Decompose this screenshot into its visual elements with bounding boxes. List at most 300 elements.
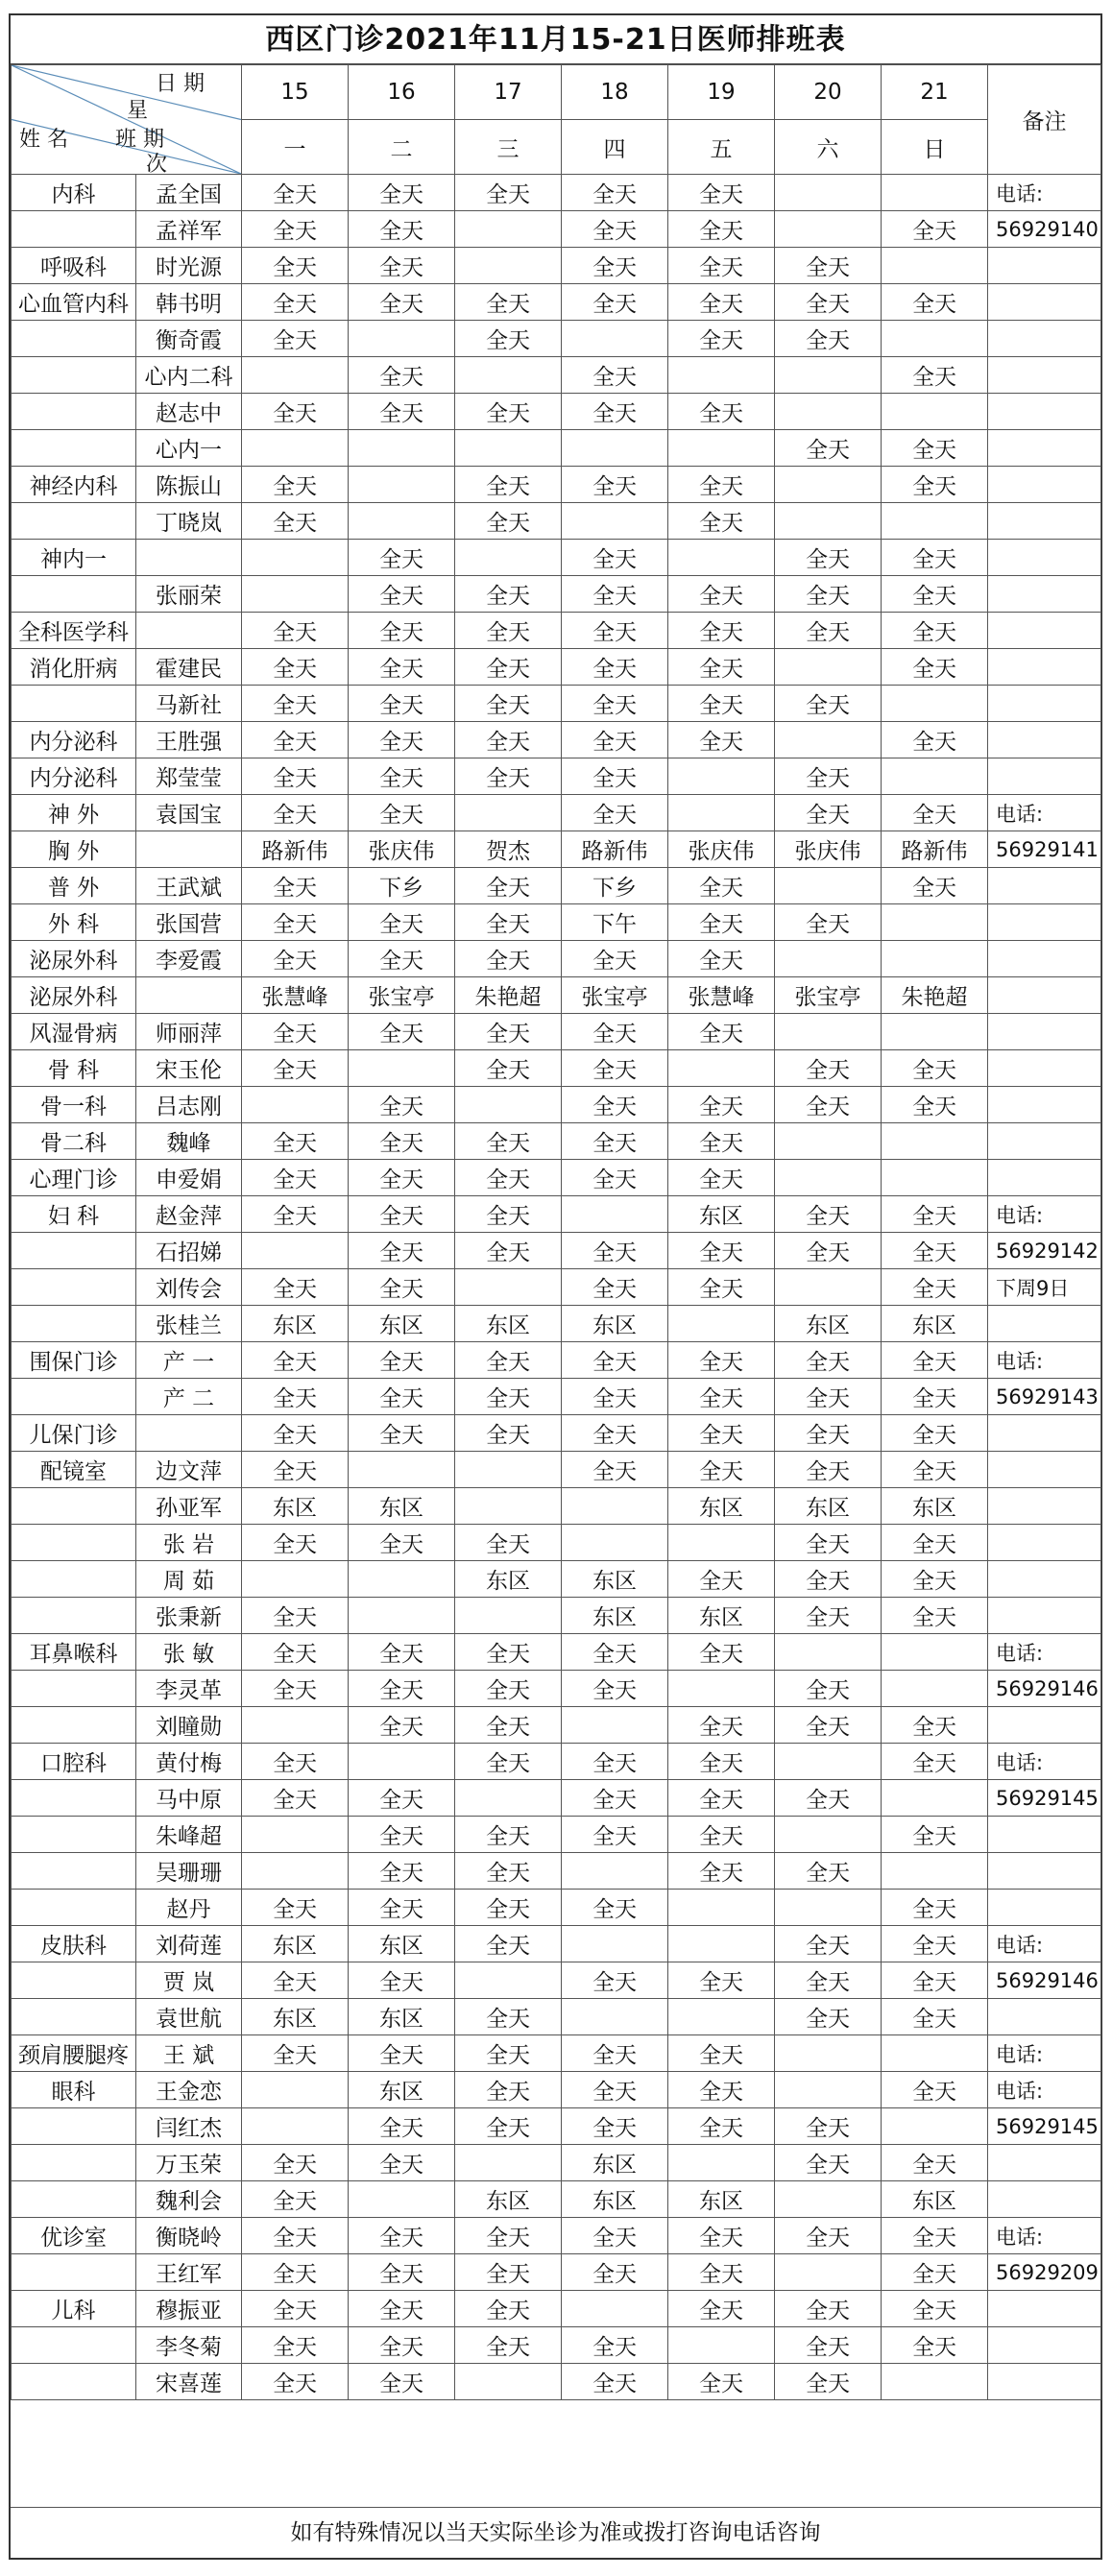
shift-cell: 全天	[882, 1342, 988, 1379]
shift-cell: 全天	[455, 613, 562, 649]
table-row	[12, 1014, 1101, 1050]
shift-cell: 全天	[562, 613, 668, 649]
table-row	[12, 1999, 1101, 2035]
shift-cell	[775, 1014, 882, 1050]
shift-cell	[668, 540, 775, 576]
shift-cell: 全天	[882, 1525, 988, 1561]
shift-cell	[668, 430, 775, 467]
table-row	[12, 795, 1101, 831]
table-row	[12, 1598, 1101, 1634]
shift-cell	[882, 686, 988, 722]
shift-cell: 全天	[242, 1160, 349, 1196]
shift-cell	[775, 2254, 882, 2291]
shift-cell: 全天	[668, 321, 775, 357]
shift-cell: 全天	[349, 649, 455, 686]
shift-cell: 全天	[242, 467, 349, 503]
doctor-name-cell: 赵丹	[136, 1890, 242, 1926]
shift-cell: 全天	[775, 1379, 882, 1415]
shift-cell: 全天	[775, 540, 882, 576]
remark-cell	[988, 613, 1101, 649]
table-row	[12, 1233, 1101, 1269]
corner-weekday-label: 星	[127, 99, 149, 123]
department-cell	[12, 2254, 136, 2291]
remark-cell: 电话:	[988, 795, 1101, 831]
shift-cell: 全天	[455, 1634, 562, 1671]
shift-cell	[775, 1890, 882, 1926]
shift-cell: 全天	[775, 284, 882, 321]
remark-cell	[988, 1598, 1101, 1634]
doctor-name-cell: 产 一	[136, 1342, 242, 1379]
remark-cell	[988, 503, 1101, 540]
doctor-name-cell: 王 斌	[136, 2035, 242, 2072]
department-cell: 风湿骨病	[12, 1014, 136, 1050]
shift-cell: 全天	[882, 2327, 988, 2364]
remark-cell: 电话:	[988, 2072, 1101, 2108]
shift-cell: 全天	[349, 1962, 455, 1999]
header-corner-cell	[12, 65, 242, 175]
page-title: 西区门诊2021年11月15-21日医师排班表	[11, 15, 1100, 64]
header-date: 18	[562, 65, 668, 120]
department-cell: 优诊室	[12, 2218, 136, 2254]
shift-cell: 全天	[562, 540, 668, 576]
doctor-name-cell: 周 茹	[136, 1561, 242, 1598]
doctor-name-cell: 贾 岚	[136, 1962, 242, 1999]
table-row	[12, 284, 1101, 321]
table-row	[12, 576, 1101, 613]
shift-cell: 全天	[349, 1817, 455, 1853]
shift-cell: 全天	[455, 2254, 562, 2291]
shift-cell: 全天	[668, 1853, 775, 1890]
shift-cell: 全天	[455, 1926, 562, 1962]
shift-cell	[882, 1634, 988, 1671]
doctor-name-cell: 赵志中	[136, 394, 242, 430]
shift-cell: 全天	[775, 904, 882, 941]
shift-cell	[668, 758, 775, 795]
shift-cell: 全天	[775, 795, 882, 831]
department-cell	[12, 1999, 136, 2035]
shift-cell: 全天	[455, 1817, 562, 1853]
shift-cell: 全天	[668, 1744, 775, 1780]
department-cell: 心血管内科	[12, 284, 136, 321]
shift-cell: 全天	[882, 2072, 988, 2108]
shift-cell: 东区	[349, 2072, 455, 2108]
shift-cell: 全天	[668, 503, 775, 540]
shift-cell: 全天	[882, 613, 988, 649]
shift-cell: 东区	[668, 2181, 775, 2218]
shift-cell: 东区	[668, 1196, 775, 1233]
shift-cell: 东区	[242, 1999, 349, 2035]
corner-shift-label: 班 期	[115, 128, 164, 152]
shift-cell	[775, 1160, 882, 1196]
shift-cell: 全天	[349, 248, 455, 284]
shift-cell: 全天	[349, 2327, 455, 2364]
shift-cell	[882, 1014, 988, 1050]
shift-cell: 全天	[455, 576, 562, 613]
department-cell	[12, 503, 136, 540]
doctor-name-cell: 吴珊珊	[136, 1853, 242, 1890]
remark-cell	[988, 1890, 1101, 1926]
table-row	[12, 1671, 1101, 1707]
department-cell: 胸 外	[12, 831, 136, 868]
shift-cell: 全天	[562, 722, 668, 758]
shift-cell	[775, 175, 882, 211]
remark-cell	[988, 904, 1101, 941]
doctor-name-cell: 宋玉伦	[136, 1050, 242, 1087]
shift-cell	[775, 1634, 882, 1671]
shift-cell: 全天	[242, 1671, 349, 1707]
shift-cell: 东区	[562, 1598, 668, 1634]
corner-date-label: 日 期	[156, 72, 205, 96]
department-cell	[12, 1379, 136, 1415]
shift-cell: 全天	[242, 686, 349, 722]
shift-cell: 全天	[349, 1342, 455, 1379]
remark-cell: 56929141	[988, 831, 1101, 868]
doctor-name-cell: 张 岩	[136, 1525, 242, 1561]
shift-cell	[349, 2181, 455, 2218]
shift-cell: 全天	[775, 1780, 882, 1817]
shift-cell: 全天	[455, 868, 562, 904]
shift-cell	[668, 1890, 775, 1926]
shift-cell: 全天	[349, 1196, 455, 1233]
department-cell: 外 科	[12, 904, 136, 941]
shift-cell: 全天	[242, 2218, 349, 2254]
shift-cell	[242, 576, 349, 613]
shift-cell: 全天	[668, 1707, 775, 1744]
shift-cell: 全天	[242, 2327, 349, 2364]
shift-cell: 全天	[455, 758, 562, 795]
shift-cell: 全天	[882, 1452, 988, 1488]
shift-cell: 全天	[242, 1050, 349, 1087]
shift-cell: 全天	[668, 1160, 775, 1196]
shift-cell	[349, 467, 455, 503]
doctor-name-cell: 郑莹莹	[136, 758, 242, 795]
table-row	[12, 175, 1101, 211]
header-weekday: 四	[562, 120, 668, 175]
table-row	[12, 722, 1101, 758]
shift-cell: 全天	[775, 1926, 882, 1962]
shift-cell: 全天	[668, 1634, 775, 1671]
department-cell: 神 外	[12, 795, 136, 831]
shift-cell: 全天	[562, 2108, 668, 2145]
shift-cell: 全天	[349, 576, 455, 613]
shift-cell	[455, 248, 562, 284]
shift-cell: 全天	[775, 2364, 882, 2400]
shift-cell	[242, 1817, 349, 1853]
shift-cell	[455, 1087, 562, 1123]
shift-cell: 全天	[455, 649, 562, 686]
shift-cell: 全天	[562, 795, 668, 831]
doctor-name-cell: 石招娣	[136, 1233, 242, 1269]
department-cell	[12, 1817, 136, 1853]
shift-cell: 全天	[562, 394, 668, 430]
shift-cell: 张庆伟	[775, 831, 882, 868]
department-cell	[12, 1269, 136, 1306]
shift-cell: 全天	[349, 211, 455, 248]
shift-cell: 全天	[562, 1087, 668, 1123]
shift-cell: 全天	[562, 357, 668, 394]
shift-cell: 全天	[668, 1123, 775, 1160]
doctor-name-cell: 吕志刚	[136, 1087, 242, 1123]
shift-cell: 全天	[562, 686, 668, 722]
header-date: 15	[242, 65, 349, 120]
shift-cell: 全天	[455, 1999, 562, 2035]
table-row	[12, 2218, 1101, 2254]
corner-name-label: 姓 名	[19, 128, 68, 152]
shift-cell: 全天	[349, 795, 455, 831]
remark-cell	[988, 1999, 1101, 2035]
remark-cell	[988, 2291, 1101, 2327]
doctor-name-cell	[136, 977, 242, 1014]
table-row	[12, 1123, 1101, 1160]
department-cell: 配镜室	[12, 1452, 136, 1488]
remark-cell	[988, 1014, 1101, 1050]
department-cell	[12, 1671, 136, 1707]
shift-cell: 全天	[242, 1962, 349, 1999]
shift-cell: 全天	[882, 211, 988, 248]
shift-cell: 全天	[882, 1598, 988, 1634]
table-row	[12, 613, 1101, 649]
shift-cell	[668, 2327, 775, 2364]
shift-cell: 全天	[349, 1780, 455, 1817]
shift-cell: 全天	[668, 2072, 775, 2108]
shift-cell: 路新伟	[882, 831, 988, 868]
shift-cell: 全天	[882, 430, 988, 467]
shift-cell	[349, 1050, 455, 1087]
shift-cell: 全天	[668, 2108, 775, 2145]
table-row	[12, 758, 1101, 795]
shift-cell	[775, 357, 882, 394]
shift-cell: 全天	[668, 1452, 775, 1488]
shift-cell: 全天	[775, 2327, 882, 2364]
shift-cell: 全天	[882, 1926, 988, 1962]
remark-cell: 电话:	[988, 2218, 1101, 2254]
shift-cell: 全天	[668, 1014, 775, 1050]
shift-cell	[349, 503, 455, 540]
shift-cell	[242, 1561, 349, 1598]
remark-cell	[988, 540, 1101, 576]
shift-cell: 全天	[455, 2035, 562, 2072]
shift-cell	[455, 1488, 562, 1525]
department-cell: 儿保门诊	[12, 1415, 136, 1452]
shift-cell: 全天	[455, 2218, 562, 2254]
shift-cell: 东区	[349, 1488, 455, 1525]
remark-cell	[988, 1306, 1101, 1342]
shift-cell: 下午	[562, 904, 668, 941]
department-cell: 口腔科	[12, 1744, 136, 1780]
doctor-name-cell: 魏利会	[136, 2181, 242, 2218]
shift-cell: 全天	[242, 394, 349, 430]
shift-cell: 下乡	[349, 868, 455, 904]
shift-cell: 东区	[775, 1488, 882, 1525]
shift-cell: 全天	[242, 904, 349, 941]
shift-cell: 全天	[882, 1379, 988, 1415]
shift-cell: 全天	[562, 2327, 668, 2364]
shift-cell: 全天	[562, 1962, 668, 1999]
shift-cell: 全天	[668, 1379, 775, 1415]
shift-cell	[775, 2035, 882, 2072]
shift-cell: 全天	[455, 1379, 562, 1415]
remark-cell: 56929146	[988, 1962, 1101, 1999]
shift-cell: 全天	[349, 1853, 455, 1890]
department-cell	[12, 211, 136, 248]
shift-cell: 全天	[455, 1342, 562, 1379]
remark-cell: 电话:	[988, 175, 1101, 211]
shift-cell: 全天	[562, 649, 668, 686]
table-row	[12, 831, 1101, 868]
shift-cell: 全天	[349, 1123, 455, 1160]
shift-cell: 朱艳超	[455, 977, 562, 1014]
shift-cell: 路新伟	[242, 831, 349, 868]
remark-cell	[988, 1160, 1101, 1196]
department-cell	[12, 1306, 136, 1342]
shift-cell: 全天	[882, 649, 988, 686]
doctor-name-cell: 申爱娟	[136, 1160, 242, 1196]
remark-cell: 电话:	[988, 1744, 1101, 1780]
header-weekday: 六	[775, 120, 882, 175]
shift-cell	[668, 1306, 775, 1342]
shift-cell: 全天	[562, 284, 668, 321]
shift-cell: 全天	[455, 467, 562, 503]
shift-cell	[455, 1269, 562, 1306]
remark-cell	[988, 321, 1101, 357]
table-row	[12, 1269, 1101, 1306]
shift-cell: 东区	[562, 1561, 668, 1598]
doctor-name-cell: 张秉新	[136, 1598, 242, 1634]
doctor-name-cell	[136, 613, 242, 649]
shift-cell: 全天	[242, 795, 349, 831]
shift-cell	[455, 1452, 562, 1488]
shift-cell: 全天	[882, 1087, 988, 1123]
shift-cell: 全天	[882, 1561, 988, 1598]
shift-cell	[455, 2145, 562, 2181]
shift-cell: 全天	[775, 248, 882, 284]
shift-cell: 全天	[562, 1014, 668, 1050]
department-cell	[12, 321, 136, 357]
shift-cell: 全天	[668, 1780, 775, 1817]
shift-cell: 全天	[242, 1744, 349, 1780]
table-row	[12, 1050, 1101, 1087]
shift-cell: 全天	[562, 1890, 668, 1926]
shift-cell: 全天	[882, 795, 988, 831]
shift-cell: 全天	[668, 722, 775, 758]
shift-cell: 东区	[882, 2181, 988, 2218]
shift-cell: 全天	[775, 1598, 882, 1634]
department-cell: 颈肩腰腿疼	[12, 2035, 136, 2072]
shift-cell: 全天	[668, 686, 775, 722]
shift-cell: 全天	[242, 1415, 349, 1452]
doctor-name-cell: 孟祥军	[136, 211, 242, 248]
shift-cell: 全天	[882, 1233, 988, 1269]
header-weekday: 二	[349, 120, 455, 175]
table-row	[12, 1488, 1101, 1525]
shift-cell: 全天	[668, 868, 775, 904]
shift-cell	[882, 1671, 988, 1707]
shift-cell: 全天	[882, 1890, 988, 1926]
header-date: 16	[349, 65, 455, 120]
table-row	[12, 248, 1101, 284]
table-row	[12, 1452, 1101, 1488]
department-cell	[12, 2181, 136, 2218]
shift-cell: 全天	[668, 211, 775, 248]
shift-cell	[562, 1707, 668, 1744]
shift-cell: 全天	[562, 576, 668, 613]
shift-cell: 全天	[242, 1780, 349, 1817]
table-row	[12, 2035, 1101, 2072]
shift-cell: 全天	[668, 248, 775, 284]
shift-cell: 全天	[775, 2145, 882, 2181]
shift-cell: 全天	[562, 2072, 668, 2108]
shift-cell: 全天	[668, 2364, 775, 2400]
shift-cell: 全天	[668, 941, 775, 977]
doctor-name-cell: 马新社	[136, 686, 242, 722]
shift-cell: 全天	[882, 357, 988, 394]
remark-cell	[988, 248, 1101, 284]
table-row	[12, 1707, 1101, 1744]
shift-cell: 全天	[349, 1890, 455, 1926]
shift-cell: 全天	[882, 1269, 988, 1306]
department-cell	[12, 1488, 136, 1525]
shift-cell: 全天	[775, 2291, 882, 2327]
department-cell: 耳鼻喉科	[12, 1634, 136, 1671]
department-cell	[12, 1853, 136, 1890]
remark-cell	[988, 1415, 1101, 1452]
doctor-name-cell: 赵金萍	[136, 1196, 242, 1233]
department-cell	[12, 1525, 136, 1561]
doctor-name-cell: 师丽萍	[136, 1014, 242, 1050]
department-cell	[12, 1561, 136, 1598]
shift-cell	[775, 2072, 882, 2108]
shift-cell: 全天	[562, 175, 668, 211]
doctor-name-cell: 袁世航	[136, 1999, 242, 2035]
shift-cell: 全天	[455, 2291, 562, 2327]
department-cell	[12, 1707, 136, 1744]
remark-cell	[988, 1707, 1101, 1744]
shift-cell	[242, 1087, 349, 1123]
shift-cell: 全天	[882, 2218, 988, 2254]
shift-cell: 东区	[562, 2181, 668, 2218]
schedule-sheet	[9, 13, 1102, 2560]
shift-cell	[562, 430, 668, 467]
remark-cell: 56929145	[988, 1780, 1101, 1817]
department-cell: 妇 科	[12, 1196, 136, 1233]
shift-cell: 东区	[882, 1306, 988, 1342]
shift-cell: 全天	[562, 1780, 668, 1817]
shift-cell	[562, 1926, 668, 1962]
shift-cell: 全天	[349, 2291, 455, 2327]
shift-cell: 全天	[349, 686, 455, 722]
shift-cell: 全天	[668, 649, 775, 686]
department-cell: 眼科	[12, 2072, 136, 2108]
shift-cell	[668, 1999, 775, 2035]
table-row	[12, 1817, 1101, 1853]
shift-cell: 全天	[882, 1744, 988, 1780]
shift-cell: 东区	[349, 1999, 455, 2035]
shift-cell: 全天	[562, 758, 668, 795]
shift-cell	[455, 357, 562, 394]
doctor-name-cell: 宋喜莲	[136, 2364, 242, 2400]
remark-cell	[988, 1561, 1101, 1598]
remark-cell: 56929209	[988, 2254, 1101, 2291]
shift-cell: 全天	[775, 1050, 882, 1087]
shift-cell: 全天	[242, 321, 349, 357]
doctor-name-cell: 闫红杰	[136, 2108, 242, 2145]
shift-cell: 全天	[455, 686, 562, 722]
shift-cell	[775, 394, 882, 430]
schedule-rows	[12, 175, 1101, 2400]
doctor-name-cell: 刘瞳勋	[136, 1707, 242, 1744]
shift-cell: 全天	[882, 1962, 988, 1999]
shift-cell: 贺杰	[455, 831, 562, 868]
